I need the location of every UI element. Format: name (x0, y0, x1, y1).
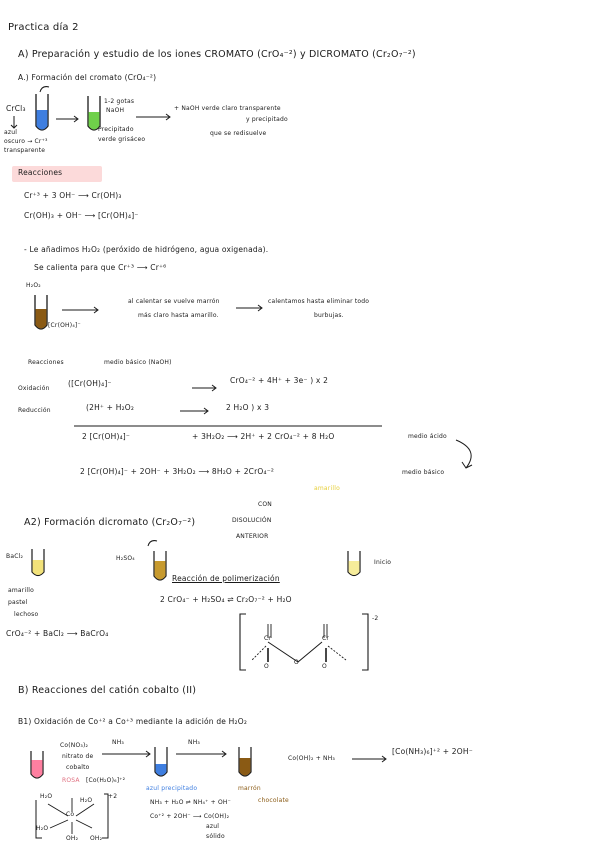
arrow-right-icon (192, 384, 218, 392)
rosa-label: ROSA (62, 777, 80, 784)
bacl2-label: BaCl₂ (6, 553, 24, 560)
o-atom-left: O (264, 663, 269, 670)
nh3-label-2: NH₃ (188, 739, 201, 746)
redox-header: Reacciones (28, 359, 64, 366)
oxidation-label: Oxidación (18, 385, 50, 392)
note-azul: azul (4, 129, 18, 136)
marron-label: marrón (238, 785, 261, 792)
ligand-label-1: H₂O (40, 793, 53, 800)
azul-precipitado: azul precipitado (146, 785, 198, 792)
reacciones-label: Reacciones (18, 168, 63, 177)
barium-equation: CrO₄⁻² + BaCl₂ ⟶ BaCrO₄ (6, 629, 109, 638)
reduction-label: Reducción (18, 407, 51, 414)
cobalt-final-left: Co(OH)₂ + NH₃ (288, 755, 336, 762)
oxidation-left: ([Cr(OH)₄]⁻ (68, 379, 112, 388)
sum-left: 2 [Cr(OH)₄]⁻ (82, 432, 131, 441)
a2-heading: A2) Formación dicromato (Cr₂O₇⁻²) (24, 517, 196, 528)
light-yellow-tube-icon (344, 548, 364, 580)
lechoso-label: lechoso (14, 611, 39, 618)
azul-solido-2: sólido (206, 833, 225, 840)
excess-line-3: que se redisuelve (210, 130, 267, 137)
cobalt-hydroxide-eq: Co⁺² + 2OH⁻ ⟶ Co(OH)₂ (150, 813, 230, 820)
ammonia-equilibrium: NH₃ + H₂O ⇌ NH₄⁺ + OH⁻ (150, 799, 231, 806)
reduction-left: (2H⁺ + H₂O₂ (86, 403, 135, 412)
blue-tube-icon (32, 90, 52, 136)
medio-basico-label: medio básico (402, 469, 445, 476)
reaction-1: Cr⁺³ + 3 OH⁻ ⟶ Cr(OH)₃ (24, 191, 122, 200)
sum-line (74, 424, 384, 428)
amarillo-label: amarillo (8, 587, 34, 594)
aquo-complex: [Co(H₂O)₆]⁺² (86, 777, 126, 784)
section-a-heading: A) Preparación y estudio de los iones CROMATO (CrO₄⁻²) y DICROMATO (Cr₂O₇⁻²) (18, 49, 416, 60)
h2o2-line-2: Se calienta para que Cr⁺³ ⟶ Cr⁺⁶ (34, 263, 167, 272)
amber-tube-icon (150, 548, 170, 586)
observation-2: más claro hasta amarillo. (138, 312, 219, 319)
crcl3-label: CrCl₃ (6, 104, 26, 113)
nh3-label-1: NH₃ (112, 739, 125, 746)
arrow-right-icon (136, 113, 172, 121)
cr-atom-left: Cr (264, 635, 272, 642)
curved-arrow-icon (38, 84, 52, 94)
arrow-right-icon (236, 304, 264, 312)
oh2-label-b: OH₂ (90, 835, 103, 842)
arrow-right-icon (102, 750, 152, 758)
precip-label: Precipitado (98, 126, 134, 133)
arrow-right-icon (56, 115, 80, 123)
section-b-heading: B) Reacciones del catión cobalto (II) (18, 685, 197, 696)
page-title: Practica día 2 (8, 22, 79, 33)
polymerization-equation: 2 CrO₄⁻ + H₂SO₄ ⇌ Cr₂O₇⁻² + H₂O (160, 595, 292, 604)
h2so4-label: H₂SO₄ (116, 555, 135, 562)
excess-line-1: + NaOH verde claro transparente (174, 105, 281, 112)
heat-note-2: burbujas. (314, 312, 344, 319)
arrow-right-icon (62, 306, 100, 314)
sum-right: + 3H₂O₂ ⟶ 2H⁺ + 2 CrO₄⁻² + 8 H₂O (192, 432, 335, 441)
cobalt-nitrate-formula: Co(NO₃)₂ (60, 742, 89, 749)
precip-color-label: verde grisáceo (98, 136, 146, 143)
chocolate-label: chocolate (258, 797, 289, 804)
con-label: CON (258, 501, 273, 508)
b1-heading: B1) Oxidación de Co⁺² a Co⁺³ mediante la adición de H₂O₂ (18, 717, 248, 726)
inicio-label: Inicio (374, 559, 392, 566)
arrow-right-icon (352, 755, 388, 763)
heat-note-1: calentamos hasta eliminar todo (268, 298, 370, 305)
amarillo-note: amarillo (314, 485, 340, 492)
anterior-label: ANTERIOR (236, 533, 269, 540)
dichromate-structure-diagram (238, 612, 370, 674)
final-basic-equation: 2 [Cr(OH)₄]⁻ + 2OH⁻ + 3H₂O₂ ⟶ 8H₂O + 2CrO₄⁻² (80, 467, 275, 476)
drops-label: 1-2 gotas (104, 98, 135, 105)
blue-precipitate-tube-icon (152, 744, 170, 782)
ligand-label-2: H₂O (80, 797, 93, 804)
medio-acido-label: medio ácido (408, 433, 447, 440)
oxidation-right: CrO₄⁻² + 4H⁺ + 3e⁻ ) x 2 (230, 376, 329, 385)
o-atom-bridge: O (294, 659, 299, 666)
polymerization-title: Reacción de polimerización (172, 574, 280, 583)
naoh-label: NaOH (106, 107, 125, 114)
redox-medium: medio básico (NaOH) (104, 359, 172, 366)
cr-atom-right: Cr (322, 635, 330, 642)
cobalt-center: Co (66, 811, 75, 818)
complex-label: [Cr(OH)₄]⁻ (48, 322, 81, 329)
reduction-right: 2 H₂O ) x 3 (226, 403, 270, 412)
a1-heading: A.) Formación del cromato (CrO₄⁻²) (18, 73, 157, 82)
yellow-tube-icon (28, 546, 48, 580)
note-transparente: transparente (4, 147, 46, 154)
h2o2-tube-label: H₂O₂ (26, 282, 41, 289)
excess-line-2: y precipitado (246, 116, 288, 123)
brown-cobalt-tube-icon (236, 744, 254, 782)
dichromate-charge: -2 (372, 615, 379, 622)
cobalt-final-right: [Co(NH₃)₆]⁺² + 2OH⁻ (392, 747, 473, 756)
pastel-label: pastel (8, 599, 28, 606)
observation-1: al calentar se vuelve marrón (128, 298, 220, 305)
curved-arrow-icon (146, 538, 160, 548)
cobalt-nitrate-line2: nitrato de (62, 753, 94, 760)
octahedral-charge: +2 (108, 793, 118, 800)
pink-tube-icon (28, 748, 46, 784)
cobalt-nitrate-line3: cobalto (66, 764, 90, 771)
curved-arrow-icon (450, 438, 480, 472)
arrow-right-icon (180, 407, 210, 415)
oh2-label-a: OH₂ (66, 835, 79, 842)
ligand-label-3: H₂O (36, 825, 49, 832)
reaction-2: Cr(OH)₃ + OH⁻ ⟶ [Cr(OH)₄]⁻ (24, 211, 139, 220)
arrow-right-icon (176, 750, 228, 758)
disolucion-label: DISOLUCIÓN (232, 517, 272, 524)
o-atom-right: O (322, 663, 327, 670)
azul-solido-1: azul (206, 823, 220, 830)
down-arrow-icon (10, 116, 18, 130)
note-oscuro: oscuro → Cr⁺³ (4, 138, 48, 145)
h2o2-line-1: - Le añadimos H₂O₂ (peróxido de hidrógeno, agua oxigenada). (24, 245, 269, 254)
